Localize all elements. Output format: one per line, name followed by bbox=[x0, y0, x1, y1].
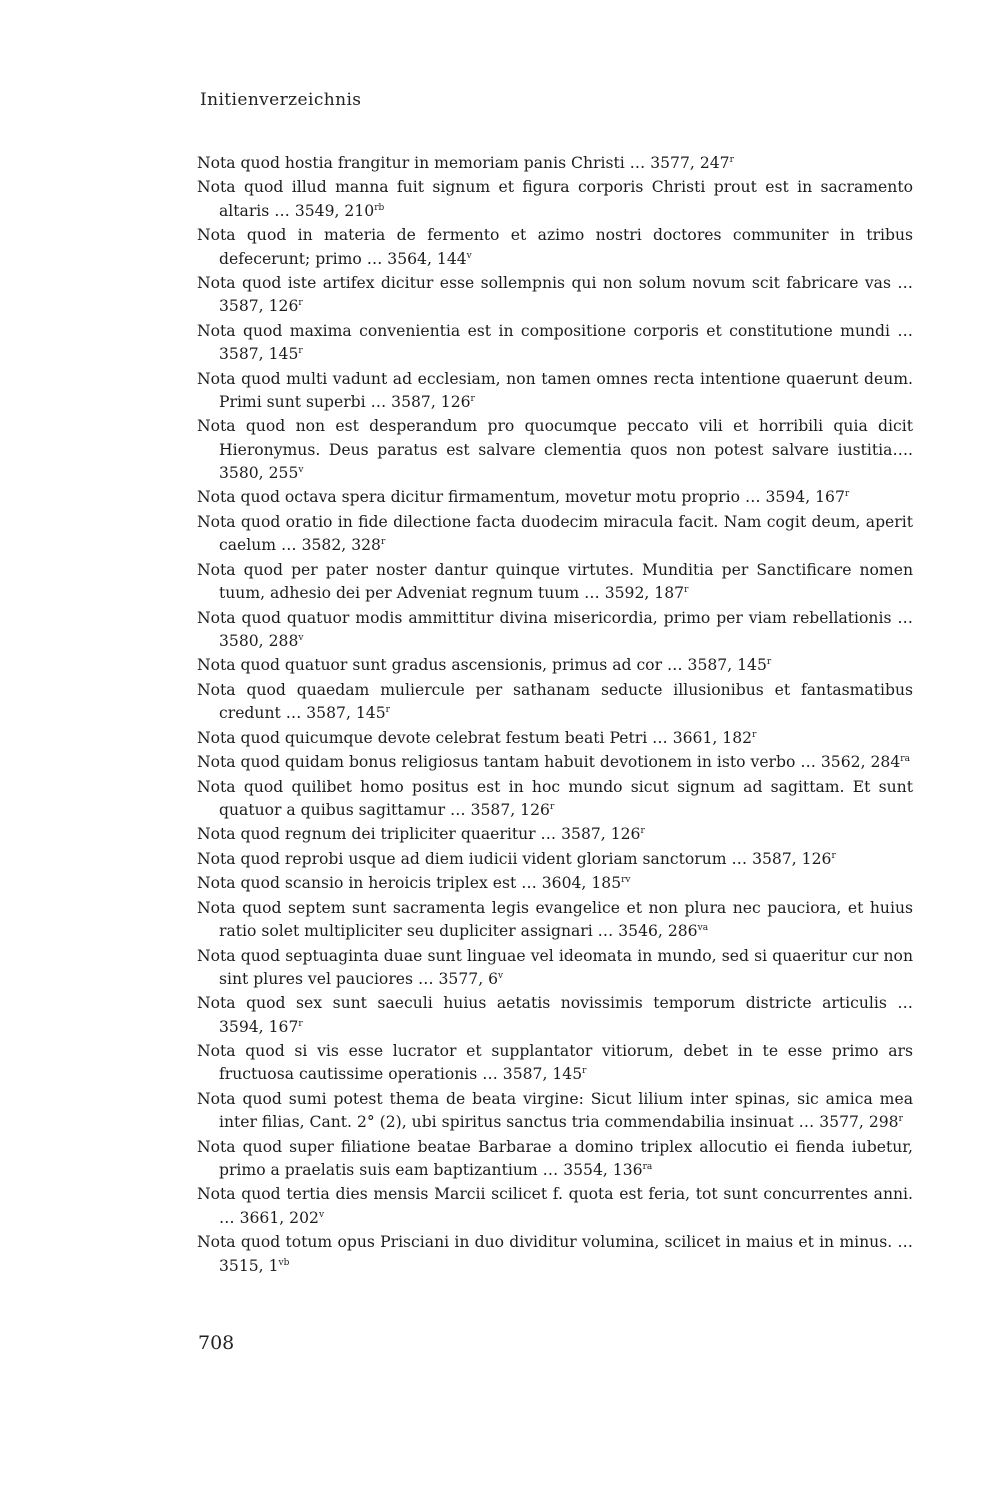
entry-folio-side: r bbox=[582, 1066, 587, 1077]
entry-text: Nota quod illud manna fuit signum et figura corporis Christi prout est in sacramento altaris … bbox=[197, 178, 913, 220]
entry-folio-side: rv bbox=[621, 875, 631, 886]
index-entry bbox=[197, 176, 913, 223]
entry-text: Nota quod quilibet homo positus est in hoc mundo sicut signum ad sagittam. Et sunt quatuor a quibus sagittamur … bbox=[197, 777, 913, 819]
entry-folio-side: r bbox=[766, 657, 772, 668]
entry-folio-side: r bbox=[752, 729, 757, 740]
entry-text: Nota quod scansio in heroicis triplex est … bbox=[197, 874, 542, 893]
entry-folio-number: 3587, 126 bbox=[470, 800, 550, 819]
entry-folio-number: 3661, 182 bbox=[672, 728, 753, 747]
entry-reference bbox=[306, 704, 390, 722]
index-entry bbox=[197, 872, 913, 895]
entry-reference bbox=[752, 850, 836, 868]
entry-text: Nota quod sex sunt saeculi huius aetatis novissimis temporum districte articulis … bbox=[197, 994, 913, 1013]
index-entry bbox=[197, 1040, 913, 1087]
entry-folio-number: 3587, 126 bbox=[219, 297, 299, 316]
index-entry bbox=[197, 776, 913, 823]
entry-folio-side: v bbox=[318, 1209, 325, 1220]
entry-folio-side: va bbox=[697, 922, 709, 933]
index-entry bbox=[197, 486, 913, 509]
entry-reference bbox=[618, 922, 708, 940]
entry-folio-side: r bbox=[844, 489, 850, 500]
entry-folio-number: 3582, 328 bbox=[301, 536, 381, 555]
index-entry bbox=[197, 368, 913, 415]
entry-reference bbox=[503, 1065, 587, 1083]
index-entry bbox=[197, 823, 913, 846]
entry-folio-number: 3554, 136 bbox=[563, 1160, 643, 1179]
entry-folio-side: ra bbox=[642, 1161, 653, 1172]
entry-text: Nota quod regnum dei tripliciter quaeritur … bbox=[197, 825, 562, 844]
index-entry bbox=[197, 945, 913, 992]
entry-text: Nota quod in materia de fermento et azimo nostri doctores communiter in tribus defecerunt; primo … bbox=[197, 226, 913, 268]
entry-folio-side: v bbox=[466, 250, 472, 261]
entry-folio-side: r bbox=[298, 345, 303, 356]
entry-reference bbox=[563, 1161, 652, 1179]
entry-folio-side: r bbox=[298, 1018, 303, 1029]
entry-text: Nota quod quaedam muliercule per sathanam seducte illusionibus et fantasmatibus credunt … bbox=[197, 680, 913, 723]
entry-text: Nota quod octava spera dicitur firmamentum, movetur motu proprio … bbox=[197, 488, 766, 507]
index-entry bbox=[197, 559, 913, 606]
entry-reference bbox=[240, 1209, 324, 1227]
entry-text: Nota quod per pater noster dantur quinque virtutes. Munditia per Sanctificare nomen tuum, adhesio dei per Adveniat regnum tuum … bbox=[197, 560, 913, 603]
entry-folio-side: ra bbox=[900, 753, 910, 764]
index-entry bbox=[197, 679, 913, 726]
entry-folio-number: 3604, 185 bbox=[541, 874, 622, 893]
entry-text: Nota quod sumi potest thema de beata virgine: Sicut lilium inter spinas, sic amica mea inter filias, Cant. 2° (2), ubi spiritus sanctus tria commendabilia insinuat … bbox=[197, 1089, 913, 1132]
entry-reference bbox=[819, 1113, 903, 1131]
index-entry bbox=[197, 224, 913, 271]
entry-text: Nota quod septuaginta duae sunt linguae vel ideomata in mundo, sed si quaeritur cur non sint plures vel pauciores … bbox=[197, 946, 913, 988]
index-entry bbox=[197, 654, 913, 677]
entry-reference bbox=[219, 632, 303, 650]
entry-reference bbox=[302, 536, 386, 554]
entry-folio-side: r bbox=[729, 154, 734, 165]
entry-reference bbox=[688, 656, 772, 674]
entry-reference bbox=[219, 464, 303, 482]
entry-text: Nota quod iste artifex dicitur esse sollempnis qui non solum novum scit fabricare vas … bbox=[197, 274, 913, 293]
entry-reference bbox=[219, 345, 303, 363]
entry-folio-side: r bbox=[298, 298, 303, 309]
entry-reference bbox=[219, 1257, 289, 1275]
entry-folio-side: v bbox=[498, 970, 504, 981]
entry-folio-number: 3515, 1 bbox=[219, 1256, 279, 1275]
entry-folio-number: 3549, 210 bbox=[294, 201, 375, 220]
index-entry bbox=[197, 751, 913, 774]
index-entry bbox=[197, 607, 913, 654]
entry-folio-side: r bbox=[380, 537, 386, 548]
entry-reference bbox=[650, 154, 734, 172]
entry-folio-side: vb bbox=[278, 1257, 290, 1268]
entry-reference bbox=[673, 729, 757, 747]
entry-text: Nota quod quidam bonus religiosus tantam habuit devotionem in isto verbo … bbox=[197, 753, 821, 772]
index-entry bbox=[197, 897, 913, 944]
index-entry bbox=[197, 1088, 913, 1135]
entry-text: Nota quod quatuor modis ammittitur divina misericordia, primo per viam rebellationis … bbox=[197, 608, 913, 627]
entry-folio-number: 3587, 126 bbox=[391, 392, 471, 411]
entry-reference bbox=[471, 801, 555, 819]
index-entry bbox=[197, 152, 913, 175]
entry-text: Nota quod non est desperandum pro quocumque peccato vili et horribili quia dicit Hieronymus. Deus paratus est salvare clementia quos non potest salvare iustitia…. bbox=[197, 417, 913, 459]
index-entry bbox=[197, 1136, 913, 1183]
entry-folio-number: 3580, 255 bbox=[219, 463, 299, 482]
entry-reference bbox=[439, 970, 504, 988]
entry-folio-number: 3577, 247 bbox=[650, 154, 730, 172]
entry-text: Nota quod si vis esse lucrator et supplantator vitiorum, debet in te esse primo ars fructuosa cautissime operationis … bbox=[197, 1042, 913, 1084]
entry-folio-side: r bbox=[385, 704, 390, 715]
index-entry bbox=[197, 320, 913, 367]
entry-text: Nota quod septem sunt sacramenta legis evangelice et non plura nec pauciora, et huius ratio solet multipliciter seu dupliciter assignari … bbox=[197, 898, 913, 941]
entry-folio-number: 3587, 126 bbox=[752, 849, 832, 868]
running-head: Initienverzeichnis bbox=[200, 90, 362, 110]
entry-text: Nota quod quicumque devote celebrat festum beati Petri … bbox=[197, 728, 673, 747]
entry-reference bbox=[387, 250, 471, 268]
entry-folio-number: 3587, 145 bbox=[306, 704, 386, 723]
entry-folio-number: 3661, 202 bbox=[239, 1208, 319, 1227]
index-entry bbox=[197, 415, 913, 485]
entry-folio-number: 3577, 298 bbox=[819, 1113, 899, 1132]
entry-text: Nota quod multi vadunt ad ecclesiam, non tamen omnes recta intentione quaerunt deum. Primi sunt superbi … bbox=[197, 369, 913, 411]
index-entries-list bbox=[197, 152, 913, 1279]
entry-folio-side: r bbox=[898, 1114, 903, 1124]
entry-folio-side: r bbox=[640, 826, 645, 837]
entry-folio-side: rb bbox=[374, 202, 385, 213]
entry-folio-side: v bbox=[298, 632, 304, 643]
entry-folio-side: r bbox=[549, 801, 555, 812]
entry-reference bbox=[219, 1018, 303, 1036]
entry-reference bbox=[295, 202, 384, 220]
entry-folio-number: 3587, 145 bbox=[502, 1065, 583, 1084]
entry-reference bbox=[766, 488, 850, 506]
index-entry bbox=[197, 511, 913, 558]
index-entry bbox=[197, 1183, 913, 1230]
entry-folio-number: 3587, 145 bbox=[219, 345, 299, 364]
page-number: 708 bbox=[198, 1332, 235, 1354]
entry-folio-number: 3564, 144 bbox=[387, 249, 467, 268]
entry-text: Nota quod hostia frangitur in memoriam panis Christi … bbox=[197, 154, 651, 172]
entry-text: Nota quod totum opus Prisciani in duo dividitur volumina, scilicet in maius et in minus. … bbox=[197, 1233, 913, 1252]
entry-reference bbox=[605, 584, 689, 602]
index-entry bbox=[197, 727, 913, 750]
entry-reference bbox=[542, 874, 631, 892]
entry-reference bbox=[391, 393, 475, 411]
index-entry bbox=[197, 992, 913, 1039]
entry-text: Nota quod tertia dies mensis Marcii scilicet f. quota est feria, tot sunt concurrentes anni. … bbox=[197, 1185, 913, 1227]
entry-folio-number: 3546, 286 bbox=[618, 922, 698, 941]
entry-text: Nota quod super filiatione beatae Barbarae a domino triplex allocutio ei fienda iubetur, primo a praelatis suis eam baptizantium … bbox=[197, 1137, 913, 1179]
index-entry bbox=[197, 1231, 913, 1278]
index-entry bbox=[197, 848, 913, 871]
entry-text: Nota quod maxima convenientia est in compositione corporis et constitutione mundi … bbox=[197, 321, 913, 340]
entry-folio-number: 3580, 288 bbox=[219, 631, 299, 650]
entry-folio-side: r bbox=[684, 584, 689, 595]
entry-folio-number: 3592, 187 bbox=[604, 584, 685, 603]
entry-reference bbox=[561, 825, 645, 843]
entry-folio-side: r bbox=[831, 850, 836, 861]
entry-folio-number: 3562, 284 bbox=[820, 753, 901, 772]
entry-text: Nota quod oratio in fide dilectione facta duodecim miracula facit. Nam cogit deum, aperit caelum … bbox=[197, 512, 913, 555]
entry-text: Nota quod reprobi usque ad diem iudicii vident gloriam sanctorum … bbox=[197, 849, 753, 868]
entry-folio-number: 3587, 126 bbox=[561, 825, 641, 844]
entry-folio-number: 3587, 145 bbox=[687, 656, 767, 675]
entry-text: Nota quod quatuor sunt gradus ascensionis, primus ad cor … bbox=[197, 656, 688, 675]
entry-reference bbox=[821, 753, 910, 771]
entry-reference bbox=[219, 297, 303, 315]
entry-folio-side: r bbox=[470, 393, 475, 404]
entry-folio-number: 3594, 167 bbox=[765, 488, 845, 507]
index-entry bbox=[197, 272, 913, 319]
entry-folio-number: 3594, 167 bbox=[219, 1017, 299, 1036]
entry-folio-number: 3577, 6 bbox=[438, 969, 499, 988]
entry-folio-side: v bbox=[298, 464, 304, 475]
